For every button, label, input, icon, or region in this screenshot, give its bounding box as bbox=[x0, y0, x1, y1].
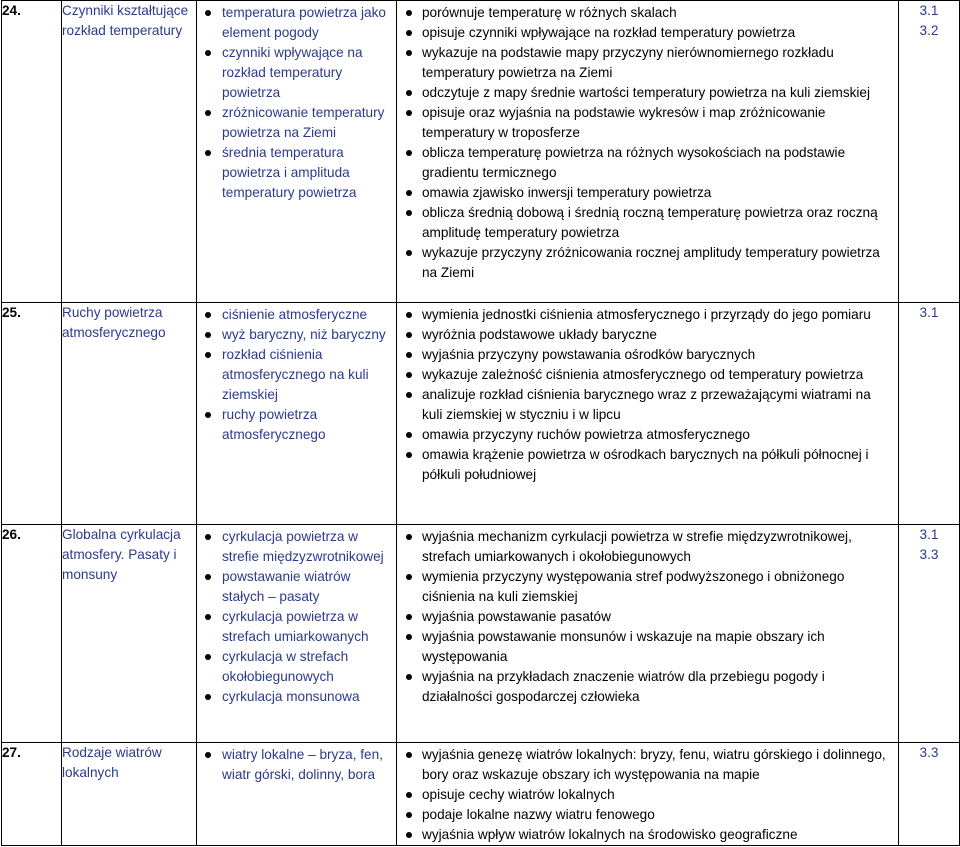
lesson-requirements bbox=[397, 525, 899, 743]
lesson-number: 26. bbox=[2, 525, 62, 743]
requirement-item bbox=[397, 23, 898, 43]
bullet-icon bbox=[205, 534, 211, 540]
lesson-topics-list bbox=[197, 303, 396, 445]
requirement-item bbox=[397, 805, 898, 825]
bullet-icon bbox=[406, 452, 412, 458]
lesson-requirements-list bbox=[397, 743, 898, 845]
lesson-topics-list bbox=[197, 525, 396, 707]
requirement-item-text: wyjaśnia mechanizm cyrkulacji powietrza w strefie międzyzwrotnikowej, strefach umiarkowanych i okołobiegunowych bbox=[422, 529, 852, 564]
bullet-icon bbox=[406, 534, 412, 540]
requirement-item bbox=[397, 3, 898, 23]
topic-item bbox=[197, 345, 396, 405]
requirement-item-text: opisuje oraz wyjaśnia na podstawie wykresów i map zróżnicowanie temperatury w troposferze bbox=[422, 105, 826, 140]
topic-item-text: cyrkulacja w strefach okołobiegunowych bbox=[222, 649, 349, 684]
requirement-item-text: wyróżnia podstawowe układy baryczne bbox=[422, 327, 657, 342]
requirement-item-text: wyjaśnia wpływ wiatrów lokalnych na środowisko geograficzne bbox=[422, 827, 798, 842]
lesson-topics bbox=[197, 303, 397, 525]
topic-item-text: zróżnicowanie temperatury powietrza na Ziemi bbox=[222, 105, 385, 140]
requirement-item-text: opisuje czynniki wpływające na rozkład temperatury powietrza bbox=[422, 25, 796, 40]
topic-item bbox=[197, 607, 396, 647]
bullet-icon bbox=[406, 614, 412, 620]
lesson-topics bbox=[197, 743, 397, 846]
lesson-requirements bbox=[397, 743, 899, 846]
bullet-icon bbox=[205, 412, 211, 418]
bullet-icon bbox=[205, 574, 211, 580]
requirement-item-text: oblicza temperaturę powietrza na różnych wysokościach na podstawie gradientu termicznego bbox=[422, 145, 846, 180]
standard-code: 3.1 bbox=[919, 527, 939, 542]
requirement-item bbox=[397, 183, 898, 203]
requirement-item-text: analizuje rozkład ciśnienia barycznego wraz z przeważającymi wiatrami na kuli ziemskiej w styczniu i w lipcu bbox=[422, 387, 871, 422]
standard-code: 3.3 bbox=[919, 547, 939, 562]
lesson-number: 25. bbox=[2, 303, 62, 525]
requirement-item bbox=[397, 567, 898, 607]
requirement-item bbox=[397, 305, 898, 325]
lesson-row bbox=[2, 743, 960, 846]
bullet-icon bbox=[406, 792, 412, 798]
lesson-title: Czynniki kształtujące rozkład temperatury bbox=[62, 1, 197, 303]
requirement-item bbox=[397, 203, 898, 243]
requirement-item-text: porównuje temperaturę w różnych skalach bbox=[422, 5, 677, 20]
lesson-standards bbox=[899, 1, 960, 303]
lesson-requirements-list bbox=[397, 525, 898, 707]
requirement-item-text: wymienia jednostki ciśnienia atmosferycznego i przyrządy do jego pomiaru bbox=[422, 307, 871, 322]
bullet-icon bbox=[205, 694, 211, 700]
bullet-icon bbox=[406, 250, 412, 256]
lesson-row bbox=[2, 1, 960, 303]
requirement-item bbox=[397, 785, 898, 805]
lesson-standards bbox=[899, 303, 960, 525]
bullet-icon bbox=[205, 150, 211, 156]
requirement-item bbox=[397, 667, 898, 707]
bullet-icon bbox=[406, 332, 412, 338]
topic-item bbox=[197, 325, 396, 345]
standard-code: 3.1 bbox=[919, 305, 939, 320]
bullet-icon bbox=[406, 90, 412, 96]
lesson-topics-list bbox=[197, 743, 396, 785]
bullet-icon bbox=[205, 332, 211, 338]
lesson-standards bbox=[899, 525, 960, 743]
requirement-item bbox=[397, 825, 898, 845]
topic-item-text: cyrkulacja powietrza w strefie międzyzwrotnikowej bbox=[222, 529, 384, 564]
topic-item-text: wiatry lokalne – bryza, fen, wiatr górski, dolinny, bora bbox=[222, 747, 383, 782]
requirement-item bbox=[397, 425, 898, 445]
lesson-title: Globalna cyrkulacja atmosfery. Pasaty i monsuny bbox=[62, 525, 197, 743]
requirement-item-text: podaje lokalne nazwy wiatru fenowego bbox=[422, 807, 655, 822]
standard-code: 3.1 bbox=[919, 3, 939, 18]
requirement-item bbox=[397, 103, 898, 143]
requirement-item bbox=[397, 365, 898, 385]
standard-code: 3.2 bbox=[919, 23, 939, 38]
topic-item-text: cyrkulacja powietrza w strefach umiarkowanych bbox=[222, 609, 369, 644]
lesson-title: Rodzaje wiatrów lokalnych bbox=[62, 743, 197, 846]
topic-item bbox=[197, 647, 396, 687]
topic-item-text: czynniki wpływające na rozkład temperatury powietrza bbox=[222, 45, 363, 100]
topic-item-text: cyrkulacja monsunowa bbox=[222, 689, 360, 704]
bullet-icon bbox=[205, 10, 211, 16]
bullet-icon bbox=[205, 110, 211, 116]
bullet-icon bbox=[406, 312, 412, 318]
lesson-requirements bbox=[397, 303, 899, 525]
topic-item bbox=[197, 687, 396, 707]
requirement-item-text: odczytuje z mapy średnie wartości temperatury powietrza na kuli ziemskiej bbox=[422, 85, 871, 100]
topic-item bbox=[197, 305, 396, 325]
requirement-item-text: wyjaśnia na przykładach znaczenie wiatrów dla przebiegu pogody i działalności gospodarczej człowieka bbox=[422, 669, 825, 704]
lesson-row bbox=[2, 303, 960, 525]
bullet-icon bbox=[406, 432, 412, 438]
requirement-item bbox=[397, 385, 898, 425]
topic-item-text: rozkład ciśnienia atmosferycznego na kuli ziemskiej bbox=[222, 347, 369, 402]
bullet-icon bbox=[406, 372, 412, 378]
bullet-icon bbox=[406, 392, 412, 398]
topic-item bbox=[197, 405, 396, 445]
standard-code: 3.3 bbox=[919, 745, 939, 760]
requirement-item-text: wyjaśnia powstawanie monsunów i wskazuje na mapie obszary ich występowania bbox=[422, 629, 825, 664]
bullet-icon bbox=[205, 352, 211, 358]
bullet-icon bbox=[406, 634, 412, 640]
requirement-item-text: omawia przyczyny ruchów powietrza atmosferycznego bbox=[422, 427, 750, 442]
topic-item bbox=[197, 3, 396, 43]
requirement-item bbox=[397, 43, 898, 83]
topic-item bbox=[197, 143, 396, 203]
requirement-item-text: wykazuje przyczyny zróżnicowania rocznej amplitudy temperatury powietrza na Ziemi bbox=[422, 245, 880, 280]
topic-item-text: wyż baryczny, niż baryczny bbox=[222, 327, 386, 342]
bullet-icon bbox=[205, 312, 211, 318]
bullet-icon bbox=[205, 654, 211, 660]
lesson-title: Ruchy powietrza atmosferycznego bbox=[62, 303, 197, 525]
bullet-icon bbox=[406, 30, 412, 36]
lesson-topics bbox=[197, 525, 397, 743]
topic-item bbox=[197, 527, 396, 567]
lesson-requirements-list bbox=[397, 303, 898, 485]
requirement-item bbox=[397, 527, 898, 567]
requirement-item-text: opisuje cechy wiatrów lokalnych bbox=[422, 787, 615, 802]
requirement-item bbox=[397, 243, 898, 283]
lesson-topics bbox=[197, 1, 397, 303]
requirement-item bbox=[397, 607, 898, 627]
lesson-requirements-list bbox=[397, 1, 898, 283]
bullet-icon bbox=[406, 832, 412, 838]
topic-item-text: powstawanie wiatrów stałych – pasaty bbox=[222, 569, 351, 604]
requirement-item bbox=[397, 745, 898, 785]
lesson-topics-list bbox=[197, 1, 396, 203]
requirement-item-text: wykazuje zależność ciśnienia atmosferycznego od temperatury powietrza bbox=[422, 367, 864, 382]
lesson-number: 24. bbox=[2, 1, 62, 303]
requirement-item bbox=[397, 345, 898, 365]
requirement-item bbox=[397, 627, 898, 667]
curriculum-table bbox=[1, 0, 960, 846]
requirement-item bbox=[397, 325, 898, 345]
bullet-icon bbox=[406, 110, 412, 116]
requirement-item-text: wymienia przyczyny występowania stref podwyższonego i obniżonego ciśnienia na kuli ziemskiej bbox=[422, 569, 845, 604]
bullet-icon bbox=[406, 812, 412, 818]
requirement-item-text: omawia krążenie powietrza w ośrodkach barycznych na półkuli północnej i półkuli południowej bbox=[422, 447, 869, 482]
bullet-icon bbox=[205, 50, 211, 56]
requirement-item-text: wykazuje na podstawie mapy przyczyny nierównomiernego rozkładu temperatury powietrza na Ziemi bbox=[422, 45, 834, 80]
requirement-item bbox=[397, 445, 898, 485]
bullet-icon bbox=[406, 10, 412, 16]
requirement-item-text: wyjaśnia powstawanie pasatów bbox=[422, 609, 611, 624]
topic-item-text: ruchy powietrza atmosferycznego bbox=[222, 407, 326, 442]
topic-item bbox=[197, 43, 396, 103]
lesson-number: 27. bbox=[2, 743, 62, 846]
bullet-icon bbox=[406, 674, 412, 680]
requirement-item-text: wyjaśnia genezę wiatrów lokalnych: bryzy, fenu, wiatru górskiego i dolinnego, bory oraz wskazuje obszary ich występowania na mapie bbox=[422, 747, 886, 782]
requirement-item bbox=[397, 143, 898, 183]
topic-item bbox=[197, 745, 396, 785]
bullet-icon bbox=[406, 190, 412, 196]
topic-item bbox=[197, 567, 396, 607]
bullet-icon bbox=[205, 752, 211, 758]
requirement-item-text: omawia zjawisko inwersji temperatury powietrza bbox=[422, 185, 712, 200]
lesson-standards bbox=[899, 743, 960, 846]
topic-item-text: temperatura powietrza jako element pogody bbox=[222, 5, 386, 40]
curriculum-table-body bbox=[2, 1, 960, 846]
bullet-icon bbox=[406, 574, 412, 580]
lesson-requirements bbox=[397, 1, 899, 303]
bullet-icon bbox=[406, 752, 412, 758]
bullet-icon bbox=[406, 210, 412, 216]
lesson-row bbox=[2, 525, 960, 743]
topic-item bbox=[197, 103, 396, 143]
bullet-icon bbox=[406, 352, 412, 358]
bullet-icon bbox=[406, 150, 412, 156]
bullet-icon bbox=[406, 50, 412, 56]
bullet-icon bbox=[205, 614, 211, 620]
requirement-item-text: oblicza średnią dobową i średnią roczną temperaturę powietrza oraz roczną amplitudę temperatury powietrza bbox=[422, 205, 878, 240]
topic-item-text: średnia temperatura powietrza i amplituda temperatury powietrza bbox=[222, 145, 357, 200]
requirement-item bbox=[397, 83, 898, 103]
topic-item-text: ciśnienie atmosferyczne bbox=[222, 307, 368, 322]
requirement-item-text: wyjaśnia przyczyny powstawania ośrodków barycznych bbox=[422, 347, 756, 362]
